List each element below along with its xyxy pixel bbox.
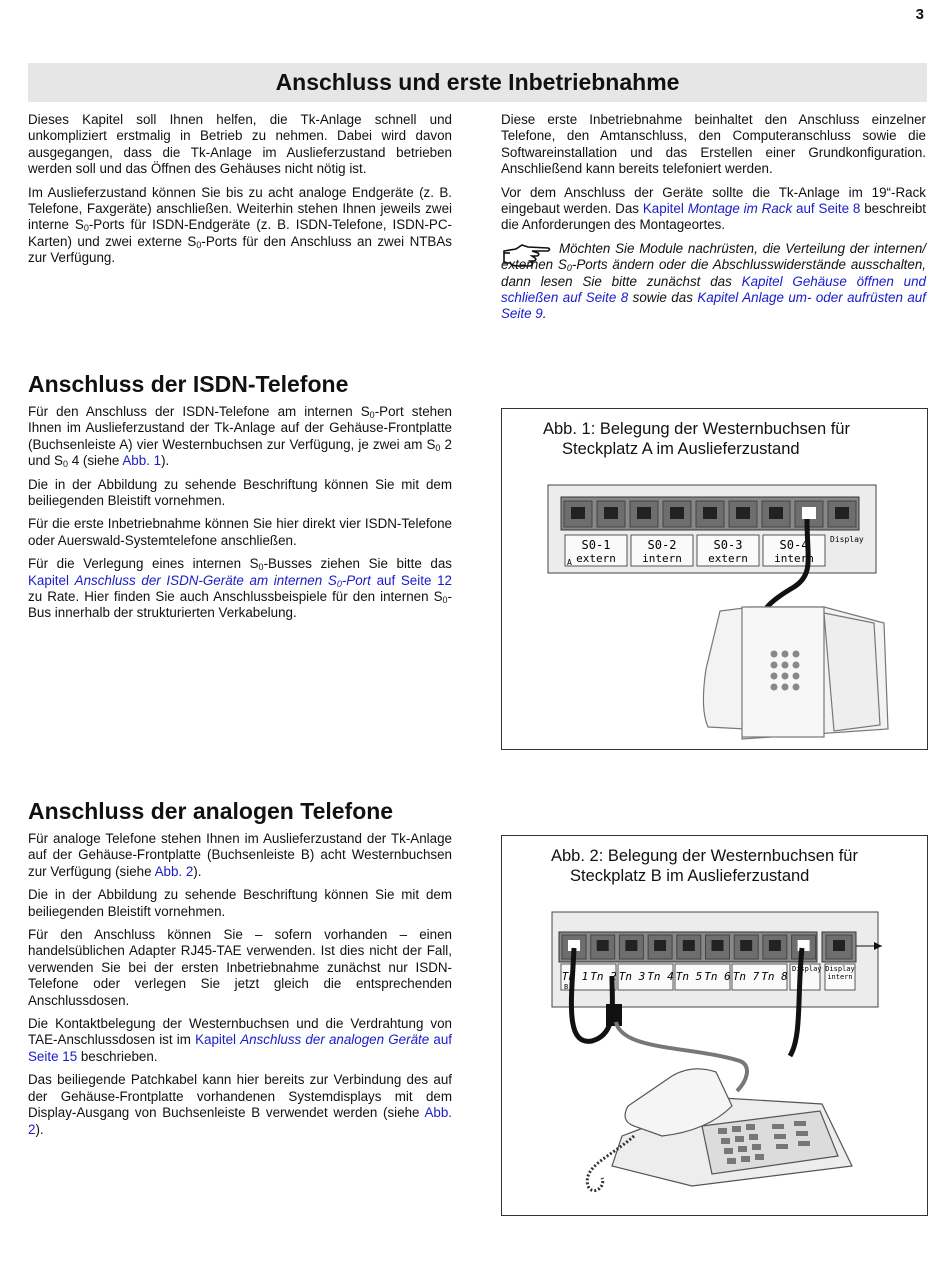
analog-text-column: [28, 831, 452, 1145]
link-gehaeuse-oeffnen[interactable]: Kapitel Gehäuse öffnen und schließen auf Seite 8: [501, 273, 926, 306]
link-anlage-aufruesten[interactable]: Kapitel Anlage um- oder aufrüsten auf Seite 9: [501, 290, 926, 322]
label-text-b: Tn 8: [761, 970, 788, 983]
figure-1-caption: Abb. 1: Belegung der Westernbuchsen für Steckplatz A im Auslieferzustand: [543, 420, 850, 458]
label-text-a-top: S0-3: [713, 538, 743, 552]
isdn-text-column: [28, 404, 452, 629]
label-text-a-top: S0-2: [647, 538, 677, 552]
label-text-b: Tn 1: [561, 970, 589, 983]
figure-2: [501, 835, 928, 1216]
intro-paragraph-1: Dieses Kapitel soll Ihnen helfen, die Tk-Anlage schnell und unkompliziert erstmalig in Betrieb zu nehmen. Dabei wird davon ausgegangen, dass die Tk-Anlage im Auslieferzustand betrieben werden soll und das Öffnen des Gehäuses nicht nötig ist.: [28, 112, 452, 177]
note-block: [501, 241, 926, 323]
figure-2-illustration: [502, 836, 927, 1215]
display-label-a: Display: [830, 535, 864, 544]
section-heading-isdn: Anschluss der ISDN-Telefone: [28, 371, 349, 397]
analog-telephone-image: [587, 1069, 852, 1191]
page-number: 3: [915, 6, 924, 23]
link-abb-1[interactable]: Abb. 1: [122, 453, 162, 469]
chapter-title: Anschluss und erste Inbetriebnahme: [28, 63, 927, 102]
figure-2-caption: Abb. 2: Belegung der Westernbuchsen für Steckplatz B im Auslieferzustand: [551, 847, 858, 885]
panel-letter-a: A: [567, 558, 572, 567]
label-text-b: Tn 3: [618, 970, 646, 983]
display-label-b: Display: [792, 965, 822, 973]
label-text-a-bottom: intern: [774, 552, 814, 565]
section-heading-analog: Anschluss der analogen Telefone: [28, 798, 394, 824]
analog-paragraph-4: Die Kontaktbelegung der Westernbuchsen und die Verdrahtung von TAE-Anschlussdosen ist im Kapitel Anschluss der analogen Geräte auf Seite 15 beschrieben.: [28, 1016, 452, 1064]
intro-left-column: [28, 112, 452, 274]
intro-paragraph-4: Vor dem Anschluss der Geräte sollte die Tk-Anlage im 19“-Rack eingebaut werden. Das Kapitel Montage im Rack auf Seite 8 beschreibt die Anforderungen des Montageortes.: [501, 184, 926, 233]
intro-paragraph-2: Im Auslieferzustand können Sie bis zu acht analoge Endgeräte (z. B. Telefone, Faxgeräte) anschließen. Weiterhin stehen Ihnen jeweils zwei interne $S_0$-Ports für ISDN-Endgeräte (z. B. ISDN-Telefone, ISDN-PC-Karten) und zwei externe $S_0$-Ports für den Anschluss an zwei NTBAs zur Verfügung.: [28, 184, 452, 266]
display-intern-label-line-1: Display: [825, 965, 855, 973]
isdn-paragraph-1: Für den Anschluss der ISDN-Telefone am internen $S_0$-Port stehen Ihnen im Auslieferzustand der Tk-Anlage auf der Gehäuse-Frontplatte (Buchsenleiste A) vier Westernbuchsen zur Verfügung, je zwei am $S_0$ 2 und $S_0$ 4 (siehe Abb. 1).: [28, 404, 452, 470]
label-text-a-bottom: intern: [642, 552, 682, 565]
analog-paragraph-3: Für den Anschluss können Sie – sofern vorhanden – einen handelsüblichen Adapter RJ45-TAE verwenden. Ist dies nicht der Fall, verwenden Sie bei der ersten Inbetriebnahme zunächst nur ISDN-Telefone oder verlegen Sie jetzt gleich die entsprechenden Anschlussdosen.: [28, 927, 452, 1008]
label-text-a-bottom: extern: [708, 552, 748, 565]
isdn-paragraph-4: Für die Verlegung eines internen $S_0$-Busses ziehen Sie bitte das Kapitel Anschluss der ISDN-Geräte am internen $S_0$-Port auf Seite 12 zu Rate. Hier finden Sie auch Anschlussbeispiele für den internen $S_0$-Bus innerhalb der strukturierten Verkabelung.: [28, 556, 453, 621]
figure-1-illustration: [502, 409, 927, 749]
label-text-b: Tn 5: [675, 970, 703, 983]
link-abb-2-second[interactable]: Abb. 2: [28, 1105, 452, 1137]
system-telephone-image: [703, 607, 888, 739]
analog-paragraph-2: Die in der Abbildung zu sehende Beschriftung können Sie mit dem beiliegenden Bleistift vornehmen.: [28, 887, 452, 919]
link-montage-im-rack[interactable]: Kapitel Montage im Rack auf Seite 8: [642, 201, 861, 217]
link-analoge-geraete[interactable]: Kapitel Anschluss der analogen Geräte auf Seite 15: [28, 1032, 452, 1064]
isdn-paragraph-3: Für die erste Inbetriebnahme können Sie hier direkt vier ISDN-Telefone oder Auerswald-Systemtelefone anschließen.: [28, 516, 452, 548]
figure-1: [501, 408, 928, 750]
link-abb-2[interactable]: Abb. 2: [154, 863, 194, 879]
label-text-a-top: S0-1: [581, 538, 611, 552]
link-isdn-geraete[interactable]: Kapitel Anschluss der ISDN-Geräte am internen $S_0$-Port auf Seite 12: [28, 572, 452, 589]
label-text-a-top: S0-4: [779, 538, 809, 552]
label-text-b: Tn 2: [590, 970, 617, 983]
label-text-b: Tn 6: [704, 970, 731, 983]
intro-paragraph-3: Diese erste Inbetriebnahme beinhaltet den Anschluss einzelner Telefone, den Amtanschluss, den Computeranschluss sowie die Softwareinstallation und das Erstellen einer Grundkonfiguration. Anschließend kann bereits telefoniert werden.: [501, 112, 926, 177]
label-text-b: Tn 7: [732, 970, 760, 983]
isdn-paragraph-2: Die in der Abbildung zu sehende Beschriftung können Sie mit dem beiliegenden Bleistift vornehmen.: [28, 476, 452, 509]
panel-letter-b: B: [564, 983, 569, 991]
pointing-hand-icon: [501, 241, 553, 271]
note-text: Möchten Sie Module nachrüsten, die Verteilung der internen/ externen $S_0$-Ports ändern oder die Abschlusswiderstände ausschalten, dann lesen Sie bitte zunächst das Kapitel Gehäuse öffnen und schließen auf Seite 8 sowie das Kapitel Anlage um- oder aufrüsten auf Seite 9.: [501, 240, 926, 322]
label-text-a-bottom: extern: [576, 552, 616, 565]
intro-right-column: [501, 112, 926, 323]
analog-paragraph-1: Für analoge Telefone stehen Ihnen im Auslieferzustand der Tk-Anlage auf der Gehäuse-Frontplatte (Buchsenleiste B) acht Westernbuchsen zur Verfügung (siehe Abb. 2).: [28, 831, 452, 879]
display-intern-label-line-2: intern: [827, 973, 853, 981]
analog-paragraph-5: Das beiliegende Patchkabel kann hier bereits zur Verbindung des auf der Gehäuse-Frontplatte vorhandenen Systemdisplays mit dem Display-Ausgang von Buchsenleiste B verwendet werden (siehe Abb. 2).: [28, 1072, 452, 1137]
label-text-b: Tn 4: [647, 970, 674, 983]
